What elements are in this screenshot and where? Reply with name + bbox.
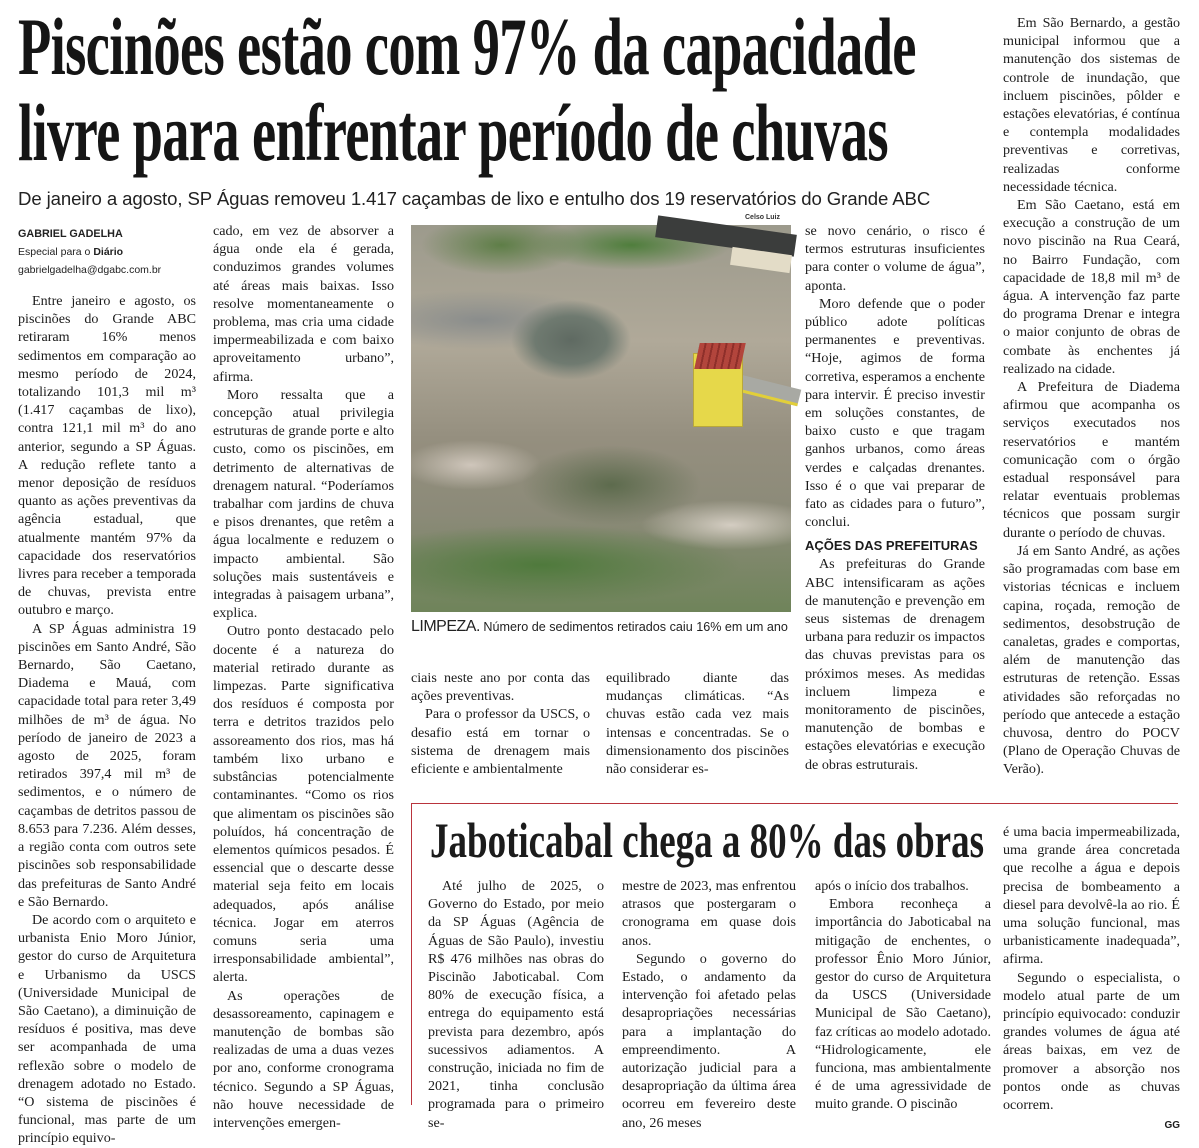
paragraph: Moro ressalta que a concepção atual privilegia estruturas de grande porte e alto custo, como os piscinões, em detrimento de alternativas de drenagem natural. “Poderíamos trabalhar com jardins de chuva e pisos drenantes, que retêm a água localmente e reduzem o impacto ambiental. São soluções mais sustentáveis e integradas à paisagem urbana”, explica.	[213, 386, 394, 622]
paragraph: Segundo o governo do Estado, o andamento da intervenção foi afetado pelas desapropriações necessárias para a implantação do empreendimento. A autorização judicial para a desapropriação da última área ocorreu em fevereiro deste ano, 26 meses	[622, 950, 796, 1131]
paragraph: equilibrado diante das mudanças climáticas. “As chuvas estão cada vez mais intensas e concentradas. Se o dimensionamento dos piscinões não considerar es-	[606, 670, 789, 778]
box-border-left	[411, 803, 412, 1105]
author-role	[18, 246, 123, 258]
box-column-1	[428, 877, 604, 1131]
article-column-6	[1003, 14, 1180, 784]
caption-head: LIMPEZA.	[411, 618, 480, 635]
author-role-prefix: Especial para o	[18, 246, 91, 258]
paragraph: As operações de desassoreamento, capinagem e manutenção de bombas são realizadas de uma a duas vezes por ano, conforme cronograma técnico. Segundo a SP Águas, não houve necessidade de intervenções emergen-	[213, 987, 394, 1131]
paragraph: ciais neste ano por conta das ações preventivas.	[411, 670, 590, 705]
paragraph: Para o professor da USCS, o desafio está em tornar o sistema de drenagem mais eficiente e ambientalmente	[411, 706, 590, 778]
paragraph: Embora reconheça a importância do Jaboticabal na mitigação de enchentes, o professor Ênio Moro Júnior, gestor do curso de Arquitetura da USCS (Universidade Municipal de São Caetano), faz críticas ao modelo adotado. “Hidrologicamente, ele funciona, mas ambientalmente é de uma agressividade de muito grande. O piscinão	[815, 896, 991, 1113]
paragraph: Moro defende que o poder público adote políticas permanentes e preventivas. “Hoje, agimos de forma corretiva, esperamos a enchente para intervir. É preciso investir em soluções constantes, de baixo custo e que tragam ganhos urbanos, como áreas verdes e calçadas drenantes. Isso é o que vai preparar de fato as cidades para o futuro”, conclui.	[805, 295, 985, 531]
paragraph: Segundo o especialista, o modelo atual parte de um princípio equivocado: conduzir grandes volumes de água até áreas baixas, em vez de promover a absorção nos pontos onde as chuvas ocorrem.	[1003, 969, 1180, 1114]
paragraph: As prefeituras do Grande ABC intensificaram as ações de manutenção e prevenção em seus sistemas de drenagem urbana para reduzir os impactos das chuvas previstas para os próximos meses. As medidas incluem limpeza e monitoramento de piscinões, manutenção de bombas e estações elevatórias e execução de obras estruturais.	[805, 556, 986, 773]
photo-walkway	[739, 375, 801, 406]
caption-text: Número de sedimentos retirados caiu 16% em um ano	[483, 620, 788, 634]
article-column-4	[606, 669, 789, 779]
paragraph: A Prefeitura de Diadema afirmou que acompanha os serviços executados nos reservatórios e mantém comunicação com o órgão estadual responsável para relatar eventuais problemas técnicos que possam surgir durante o período de chuvas.	[1003, 379, 1180, 541]
paragraph: A SP Águas administra 19 piscinões em Santo André, São Bernardo, São Caetano, Diadema e Mauá, com capacidade total para reter 3,49 milhões de m³ de água. No período de janeiro de 2023 a agosto de 2025, foram retirados 397,4 mil m³ de sedimentos, e o número de caçambas de detritos passou de 8.653 para 7.236. Além desses, a região conta com outros sete piscinões sob responsabilidade das prefeituras de Santo André e São Bernardo.	[18, 620, 196, 910]
photo-booth-roof	[694, 343, 746, 369]
article-photo	[411, 225, 791, 612]
paragraph: Já em Santo André, as ações são programadas com base em vistorias técnicas e incluem capina, roçada, remoção de sedimentos, desobstrução de canaletas, grades e comportas, além de manutenção das estruturas de retenção. Essas atividades são reforçadas no período que antecede a estação chuvosa, dentro do POCV (Plano de Operação Chuvas de Verão).	[1003, 542, 1180, 778]
article-column-5	[805, 222, 985, 782]
box-column-4	[1003, 823, 1180, 1132]
headline-line-2: livre para enfrentar período de chuvas	[18, 87, 888, 178]
author-name: GABRIEL GADELHA	[18, 228, 123, 240]
paragraph: mestre de 2023, mas enfrentou atrasos que postergaram o cronograma em quase dois anos.	[622, 878, 796, 949]
paragraph: cado, em vez de absorver a água onde ela é gerada, conduzimos grandes volumes até áreas mais baixas. Isso resolve momentaneamente o problema, mas cria uma cidade impermeabilizada e com baixo aproveitamento urbano”, afirma.	[213, 223, 394, 385]
paragraph: se novo cenário, o risco é termos estruturas insuficientes para conter o volume de água”, aponta.	[805, 223, 985, 294]
article-column-3	[411, 669, 590, 779]
article-column-1	[18, 292, 196, 1147]
photo-wall	[655, 215, 797, 256]
headline-line-1: Piscinões estão com 97% da capacidade	[18, 1, 916, 92]
author-signature: GG	[1164, 1120, 1180, 1132]
photo-caption	[411, 618, 788, 636]
paragraph: Em São Bernardo, a gestão municipal informou que a manutenção dos sistemas de controle de inundação, que incluem piscinões, pôlder e estações elevatórias, é contínua e contempla modalidades preventivas e corretivas, realizadas conforme necessidade técnica.	[1003, 15, 1180, 195]
outlet-name: Diário	[93, 246, 124, 258]
paragraph: Até julho de 2025, o Governo do Estado, por meio da SP Águas (Agência de Águas de São Paulo), investiu R$ 476 milhões nas obras do Piscinão Jaboticabal. Com 80% de execução física, a entrega do equipamento está prevista para dezembro, após sucessivos adiamentos. A construção, iniciada no fim de 2021, tinha conclusão programada para o primeiro se-	[428, 878, 604, 1131]
box-column-2	[622, 877, 796, 1131]
paragraph: após o início dos trabalhos.	[815, 878, 969, 894]
paragraph: Entre janeiro e agosto, os piscinões do Grande ABC retiraram 16% menos sedimentos em comparação ao mesmo período de 2024, totalizando 101,3 mil m³ (1.417 caçambas de lixo), contra 121,1 mil m³ do ano anterior, segundo a SP Águas. A redução reflete tanto a menor deposição de resíduos quanto as ações preventivas da agência estadual, que atualmente mantém 97% da capacidade dos reservatórios livres para receber a temporada de chuvas, prevista entre outubro e março.	[18, 293, 196, 619]
paragraph: é uma bacia impermeabilizada, uma grande área concretada que recolhe a água e depois precisa de bombeamento a diesel para devolvê-la ao rio. É uma solução funcional, mas urbanisticamente inadequada”, afirma.	[1003, 824, 1180, 968]
photo-credit: Celso Luiz	[745, 214, 781, 221]
article-column-2	[213, 222, 394, 1131]
paragraph: De acordo com o arquiteto e urbanista Enio Moro Júnior, gestor do curso de Arquitetura e Urbanismo da USCS (Universidade Municipal de São Caetano), a diminuição de resíduos é positiva, mas deve ser acompanhada de uma reflexão sobre o modelo de drenagem adotado no Estado. “O sistema de piscinões é funcional, mas parte de um princípio equivo-	[18, 911, 196, 1147]
paragraph: Em São Caetano, está em execução a construção de um novo piscinão na Rua Ceará, no Bairro Fundação, com capacidade de 18,8 mil m³ de água. A intervenção faz parte do programa Drenar e integra o maior conjunto de obras de combate às enchentes já realizado na cidade.	[1003, 197, 1180, 377]
box-headline: Jaboticabal chega a 80% das obras	[430, 812, 985, 868]
box-column-3	[815, 877, 991, 1113]
author-email[interactable]: gabrielgadelha@dgabc.com.br	[18, 264, 162, 276]
paragraph: Outro ponto destacado pelo docente é a natureza do material retirado durante as limpezas. Parte significativa dos resíduos é composta por terra e detritos trazidos pelo assoreamento dos rios, mas há também lixo urbano e substâncias potencialmente contaminantes. “Como os rios que alimentam os piscinões são poluídos, há concentração de elementos químicos pesados. É essencial que o descarte desse material seja feito em locais adequados, após análise técnica. Jogar em aterros comuns seria uma irresponsabilidade ambiental”, alerta.	[213, 623, 394, 986]
box-border-top	[411, 803, 1178, 804]
subtitle: De janeiro a agosto, SP Águas removeu 1.417 caçambas de lixo e entulho dos 19 reservatórios do Grande ABC	[18, 188, 931, 209]
section-subhead: AÇÕES DAS PREFEITURAS	[805, 538, 978, 554]
